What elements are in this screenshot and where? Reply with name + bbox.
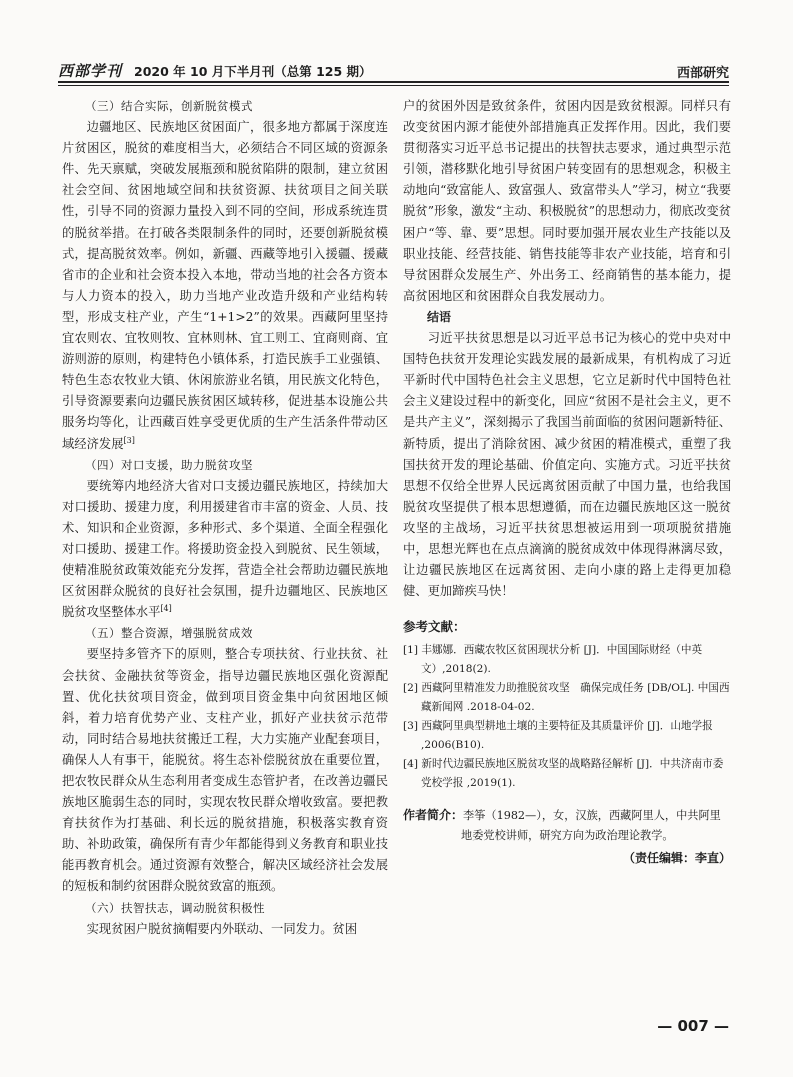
journal-logo: 西部学刊	[58, 62, 123, 80]
paragraph: 边疆地区、民族地区贫困面广，很多地方都属于深度连片贫困区，脱贫的难度相当大，必须结合不同区域的资源条件、先天禀赋，突破发展瓶颈和脱贫陷阱的限制，建立贫困社会空间、贫困地域空间和扶贫资源、扶贫项目之间关联性，引导不同的资源力量投入到不同的空间，形成系统连贯的脱贫举措。在打破各类限制条件的同时，还要创新脱贫模式，提高脱贫效率。例如，新疆、西藏等地引入援疆、援藏省市的企业和社会资本投入本地，带动当地的社会各方资本与人力资本的投入，助力当地产业改造升级和产业结构转型，形成支柱产业，产生“1+1>2”的效果。西藏阿里坚持宜农则农、宜牧则牧、宜林则林、宜工则工、宜商则商、宜游则游的原则，构建特色小镇体系，打造民族手工业强镇、特色生态农牧业大镇、休闲旅游业名镇，用民族文化特色，引导资源要素向边疆民族贫困区域转移，促进基本设施公共服务均等化，让西藏百姓享受更优质的生产生活条件带动区域经济发展[3]	[62, 120, 388, 451]
paragraph: 要坚持多管齐下的原则，整合专项扶贫、行业扶贫、社会扶贫、金融扶贫等资金，指导边疆民族地区强化资源配置、优化扶贫项目资金，做到项目资金集中向贫困地区倾斜，着力培育优势产业、支柱产业，抓好产业扶贫示范带动，同时结合易地扶贫搬迁工程，大力实施产业配套项目，确保人人有事干，能脱贫。将生态补偿脱贫放在重要位置，把农牧民群众从生态利用者变成生态管护者，在改善边疆民族地区脆弱生态的同时，实现农牧民群众增收致富。要把教育扶贫作为打基础、利长远的脱贫措施，积极落实教育资助、补助政策，确保所有青少年都能得到义务教育和职业技能再教育机会。通过资源有效整合，解决区域经济社会发展的短板和制约贫困群众脱贫致富的瓶颈。	[62, 647, 388, 894]
citation-ref: [3]	[123, 435, 135, 445]
references-list	[403, 641, 731, 793]
paragraph: 实现贫困户脱贫摘帽要内外联动、一同发力。贫困	[86, 921, 358, 936]
section-heading-6: （六）扶智扶志，调动脱贫积极性	[85, 900, 265, 915]
author-bio	[403, 805, 731, 846]
header-rule-thick	[58, 81, 729, 83]
section-heading-3: （三）结合实际，创新脱贫模式	[85, 99, 253, 113]
column-title: 西部研究	[676, 66, 729, 81]
paragraph: 户的贫困外因是致贫条件，贫困内因是致贫根源。同样只有改变贫困内源才能使外部措施真正发挥作用。因此，我们要贯彻落实习近平总书记提出的扶智扶志要求，通过典型示范引领，潜移默化地引导贫困户转变固有的思想观念，积极主动地向“致富能人、致富强人、致富带头人”学习，树立“我要脱贫”形象，激发“主动、积极脱贫”的思想动力，彻底改变贫困户“等、靠、要”思想。同时要加强开展农业生产技能以及职业技能、经营技能、销售技能等非农产业技能，培育和引导贫困群众发展生产、外出务工、经商销售的基本能力，提高贫困地区和贫困群众自我发展动力。	[403, 99, 731, 303]
issue-info: 2020 年 10 月下半月刊（总第 125 期）	[134, 64, 372, 79]
reference-item: [1] 丰娜娜．西藏农牧区贫困现状分析 [J]．中国国际财经（中英文）,2018(2).	[403, 644, 703, 676]
author-label: 作者简介：	[403, 808, 464, 823]
author-text: 李筝（1982—），女，汉族，西藏阿里人，中共阿里地委党校讲师，研究方向为政治理论教学。	[461, 809, 721, 843]
reference-item: [4] 新时代边疆民族地区脱贫攻坚的战略路径解析 [J]．中共济南市委党校学报 ,2019(1).	[403, 758, 724, 790]
page-number: — 007 —	[657, 1017, 729, 1035]
right-column	[403, 96, 731, 869]
section-heading-5: （五）整合资源，增强脱贫成效	[85, 626, 253, 641]
paragraph: 要统筹内地经济大省对口支援边疆民族地区，持续加大对口援助、援建力度，利用援建省市丰富的资金、人员、技术、知识和企业资源，多种形式、多个渠道、全面全程强化对口援助、援建工作。将援助资金投入到脱贫、民生领域，使精准脱贫政策效能充分发挥，营造全社会帮助边疆民族地区贫困群众脱贫的良好社会氛围，提升边疆地区、民族地区脱贫攻坚整体水平[4]	[62, 478, 388, 620]
reference-item: [2] 西藏阿里精准发力助推脱贫攻坚 确保完成任务 [DB/OL]. 中国西藏新闻网 .2018-04-02.	[403, 682, 730, 714]
left-column	[62, 96, 388, 940]
references-title: 参考文献：	[403, 619, 466, 635]
responsible-editor: （责任编辑：李直）	[622, 851, 731, 866]
page-header	[58, 58, 729, 80]
header-rule-thin	[58, 85, 729, 86]
section-heading-4: （四）对口支援，助力脱贫攻坚	[85, 457, 253, 472]
conclusion-heading: 结语	[427, 309, 452, 324]
reference-item: [3] 西藏阿里典型耕地土壤的主要特征及其质量评价 [J]．山地学报 ,2006(B10).	[403, 720, 713, 752]
paragraph: 习近平扶贫思想是以习近平总书记为核心的党中央对中国特色扶贫开发理论实践发展的最新成果，有机构成了习近平新时代中国特色社会主义思想，它立足新时代中国特色社会主义建设过程中的新变化，回应“贫困不是社会主义，更不是共产主义”，深刻揭示了我国当前面临的贫困问题新特征、新特质，提出了消除贫困、减少贫困的精准模式，重塑了我国扶贫开发的理论基础、价值定向、实施方式。习近平扶贫思想不仅给全世界人民远离贫困贡献了中国力量，也给我国脱贫攻坚提供了根本思想遵循，而在边疆民族地区这一脱贫攻坚的主战场，习近平扶贫思想被运用到一项项脱贫措施中，思想光辉也在点点滴滴的脱贫成效中体现得淋漓尽致，让边疆民族地区在远离贫困、走向小康的路上走得更加稳健、更加蹄疾马快！	[403, 331, 731, 599]
citation-ref: [4]	[160, 604, 172, 614]
